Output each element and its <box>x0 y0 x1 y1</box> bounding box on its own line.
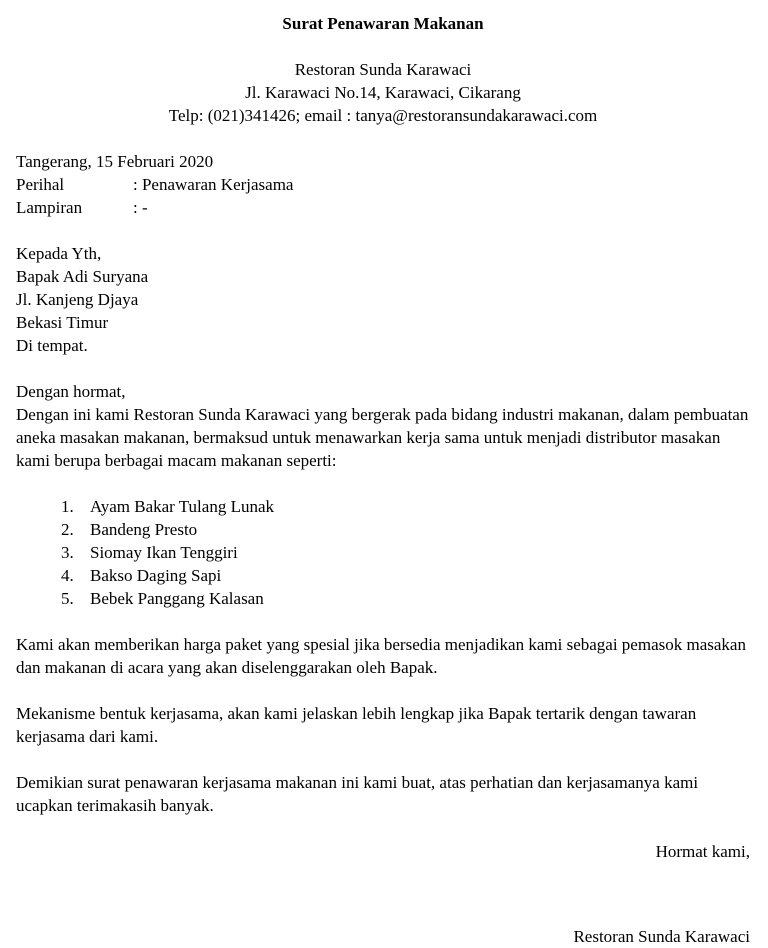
menu-item: 4. Bakso Daging Sapi <box>78 564 750 587</box>
body-paragraph-3: Mekanisme bentuk kerjasama, akan kami jelaskan lebih lengkap jika Bapak tertarik dengan tawaran kerjasama dari kami. <box>16 704 697 746</box>
attachment-label: Lampiran <box>16 198 83 217</box>
recipient-line: Di tempat. <box>16 336 88 355</box>
body-paragraph-2: Kami akan memberikan harga paket yang spesial jika bersedia menjadikan kami sebagai pemasok masakan dan makanan di acara yang akan diselenggarakan oleh Bapak. <box>16 635 746 677</box>
date-line <box>16 150 750 173</box>
body-paragraph-4: Demikian surat penawaran kerjasama makanan ini kami buat, atas perhatian dan kerjasamanya kami ucapkan terimakasih banyak. <box>16 773 699 815</box>
attachment-line <box>16 196 750 219</box>
letter-meta <box>16 150 750 219</box>
letterhead-contact: Telp: (021)341426; email : tanya@restoransundakarawaci.com <box>168 106 598 125</box>
attachment-value: : - <box>133 198 148 217</box>
recipient-line: Bekasi Timur <box>16 313 109 332</box>
letterhead-address: Jl. Karawaci No.14, Karawaci, Cikarang <box>245 83 521 102</box>
recipient-line: Bapak Adi Suryana <box>16 267 149 286</box>
subject-value: : Penawaran Kerjasama <box>133 175 294 194</box>
subject-label: Perihal <box>16 175 65 194</box>
letter-title: Surat Penawaran Makanan <box>282 14 484 33</box>
menu-list <box>16 495 750 610</box>
recipient-block <box>16 242 750 357</box>
menu-item: 1. Ayam Bakar Tulang Lunak <box>78 495 750 518</box>
body-paragraph-1: Dengan ini kami Restoran Sunda Karawaci yang bergerak pada bidang industri makanan, dalam pembuatan aneka masakan makanan, bermaksud untuk menawarkan kerja sama untuk menjadi distributor masakan kami berupa berbagai macam makanan seperti: <box>16 405 749 470</box>
signature-name: Restoran Sunda Karawaci <box>573 927 750 946</box>
menu-item: 3. Siomay Ikan Tenggiri <box>78 541 750 564</box>
menu-item: 2. Bandeng Presto <box>78 518 750 541</box>
subject-line <box>16 173 750 196</box>
salutation: Dengan hormat, <box>16 382 126 401</box>
letterhead-company: Restoran Sunda Karawaci <box>294 60 472 79</box>
menu-item: 5. Bebek Panggang Kalasan <box>78 587 750 610</box>
closing-salutation: Hormat kami, <box>655 842 750 861</box>
letterhead <box>16 58 750 127</box>
recipient-line: Kepada Yth, <box>16 244 102 263</box>
recipient-line: Jl. Kanjeng Djaya <box>16 290 139 309</box>
date-text: Tangerang, 15 Februari 2020 <box>16 152 214 171</box>
